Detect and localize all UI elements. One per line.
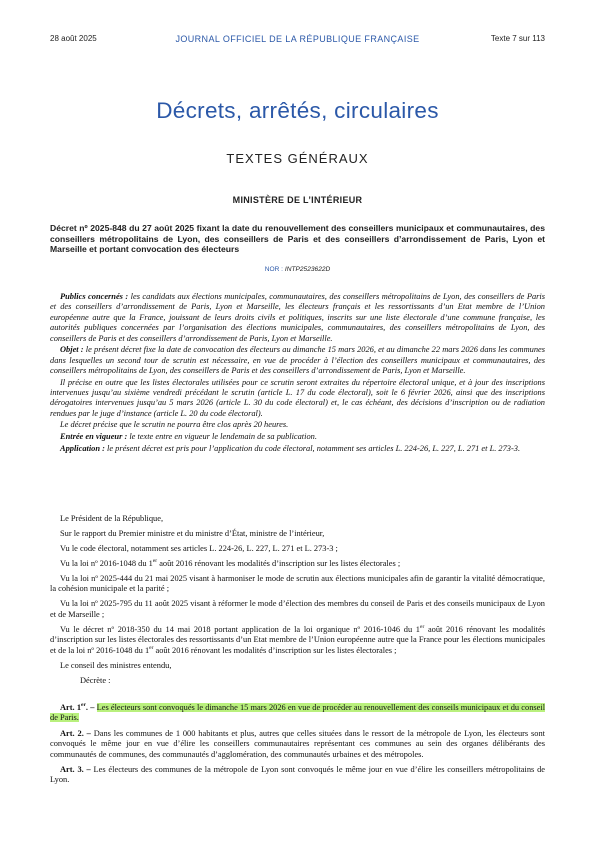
article-1-label-text: Art. 1: [60, 703, 82, 712]
decree-title: Décret nº 2025-848 du 27 août 2025 fixant la date du renouvellement des conseillers municipaux et communautaires, des conseillers métropolitains de Lyon, des conseillers de Paris et des conseillers d’arrondissement de Paris, Lyon et Marseille et portant convocation des électeurs: [50, 223, 545, 255]
notice-publics-text: les candidats aux élections municipales, communautaires, des conseillers métropolitains de Lyon, des conseillers de Paris et des conseillers d’arrondissement de Paris, Lyon et Marseille, les électeurs français et les ressortissants d’un Etat membre de l’Union européenne autre que la France, jouissant de leurs droits civils et politiques, inscrits sur une liste électorale d’une commune française, les autorités publiques concernées par l’organisation des élections municipales, communautaires, des conseillers métropolitains de Lyon, des conseillers de Paris et des conseillers d’arrondissement de Paris, Lyon et Marseille.: [50, 292, 545, 343]
body-rapport: Sur le rapport du Premier ministre et du ministre d’État, ministre de l’intérieur,: [60, 529, 325, 538]
vu-decret-part-a: Vu le décret nº 2018-350 du 14 mai 2018 portant application de la loi organique nº 2016-1046 du 1: [60, 624, 420, 634]
body-vu-loi-2016: [50, 559, 545, 569]
vu-loi-2016-sup: er: [152, 558, 158, 565]
article-2-text: Dans les communes de 1 000 habitants et plus, autres que celles situées dans le ressort de la métropole de Lyon, les électeurs sont convoqués le même jour en vue d’élire les conseillers communautaires représentant ces communes au sein des organes délibérants des communautés de communes, des communautés d’agglomération, des communautés urbaines et des métropoles.: [50, 728, 545, 759]
article-1-label: [60, 703, 94, 712]
body-vu-loi-2025-795: Vu la loi nº 2025-795 du 11 août 2025 visant à réformer le mode d’élection des membres du conseil de Paris et des conseils municipaux de Lyon et de Marseille ;: [50, 599, 545, 619]
notice-entree-label: Entrée en vigueur :: [60, 432, 128, 442]
body-vu-loi-2025-444: Vu la loi nº 2025-444 du 21 mai 2025 visant à harmoniser le mode de scrutin aux élections municipales afin de garantir la vitalité démocratique, la cohésion municipale et la parité ;: [50, 574, 545, 594]
nor-label: NOR :: [264, 266, 284, 273]
article-1-highlighted-text: Les électeurs sont convoqués le dimanche 15 mars 2026 en vue de procéder au renouvellement des conseils municipaux et du conseil de Paris.: [50, 703, 546, 723]
body-vu-code: Vu le code électoral, notamment ses articles L. 224-26, L. 227, L. 271 et L. 273-3 ;: [60, 544, 338, 553]
vu-decret-part-c: août 2016 rénovant les modalités d’inscription sur les listes électorales ;: [153, 645, 397, 655]
notice-clos: Le décret précise que le scrutin ne pourra être clos après 20 heures.: [60, 420, 289, 430]
vu-decret-sup-2: er: [149, 644, 154, 651]
page-header: [0, 34, 595, 48]
notice-publics-label: Publics concernés :: [60, 292, 129, 301]
vu-loi-2016-part-b: août 2016 rénovant les modalités d’inscription sur les listes électorales ;: [157, 559, 401, 568]
notice-precise: Il précise en outre que les listes électorales utilisées pour ce scrutin seront extraites du répertoire électoral unique, et à jour des inscriptions intervenues jusqu’au sixième vendredi précédant le scrutin (article L. 17 du code électoral), soit le 6 février 2026, ainsi que des inscriptions dérogatoires intervenues jusqu’au 5 mars 2026 (article L. 30 du code électoral) et, le cas échéant, des décisions d’inscription ou de radiation rendues par le juge d’instance (article L. 20 du code électoral).: [50, 377, 545, 418]
notice-application-label: Application :: [60, 443, 105, 453]
notice-entree-text: le texte entre en vigueur le lendemain de sa publication.: [127, 432, 317, 442]
notice-application-text: le présent décret est pris pour l’application du code électoral, notamment ses articles L. 224-26, L. 227, L. 271 et L. 273-3.: [104, 443, 521, 453]
body-decrete: Décrète :: [80, 675, 111, 685]
section-title: Décrets, arrêtés, circulaires: [156, 98, 439, 123]
article-1-label-dash: . –: [85, 703, 95, 712]
nor-value: INTP2523622D: [284, 266, 331, 273]
article-1-label-sup: er: [81, 702, 86, 709]
header-journal-title: JOURNAL OFFICIEL DE LA RÉPUBLIQUE FRANÇAISE: [175, 34, 420, 44]
body-vu-decret-2018: [50, 625, 545, 656]
vu-decret-part-b: août 2016 rénovant les modalités d’inscription sur les listes électorales des ressortissants d’un Etat membre de l’Union européenne autre que la France pour les élections municipales et de la loi nº 2016-1048 du 1: [50, 624, 545, 655]
article-3: [50, 765, 545, 786]
article-2-label: Art. 2. –: [60, 728, 91, 738]
body-president: Le Président de la République,: [60, 514, 164, 523]
notice-objet: [50, 345, 545, 376]
notice-objet-label: Objet :: [60, 345, 84, 355]
ministry-name: MINISTÈRE DE L’INTÉRIEUR: [232, 195, 363, 205]
notice-objet-text: le présent décret fixe la date de convocation des électeurs au dimanche 15 mars 2026, et au dimanche 22 mars 2026 dans les communes dans lesquelles un second tour de scrutin est nécessaire, en vue de procéder à l’élection des conseillers municipaux et communautaires, des conseillers métropolitains de Lyon, des conseillers de Paris et des conseillers d’arrondissement de Paris, Lyon et Marseille.: [50, 345, 545, 376]
header-text-number: Texte 7 sur 113: [490, 34, 545, 43]
notice-publics: [50, 292, 545, 344]
vu-decret-sup-1: er: [420, 624, 425, 631]
body-conseil: Le conseil des ministres entendu,: [60, 660, 172, 670]
sub-title: TEXTES GÉNÉRAUX: [226, 151, 369, 166]
article-3-label: Art. 3. –: [60, 765, 91, 775]
header-date: 28 août 2025: [50, 34, 97, 43]
notice-entree: [50, 432, 545, 442]
decree-body: [50, 514, 545, 693]
notice-application: [50, 444, 545, 454]
article-2: [50, 729, 545, 760]
articles: [50, 703, 545, 791]
nor-reference: [0, 266, 595, 273]
explanatory-notice: [50, 292, 545, 455]
article-3-text: Les électeurs des communes de la métropole de Lyon sont convoqués le même jour en vue d’élire les conseillers métropolitains de Lyon.: [50, 765, 545, 785]
article-1: [50, 703, 545, 724]
vu-loi-2016-part-a: Vu la loi nº 2016-1048 du 1: [60, 559, 153, 568]
